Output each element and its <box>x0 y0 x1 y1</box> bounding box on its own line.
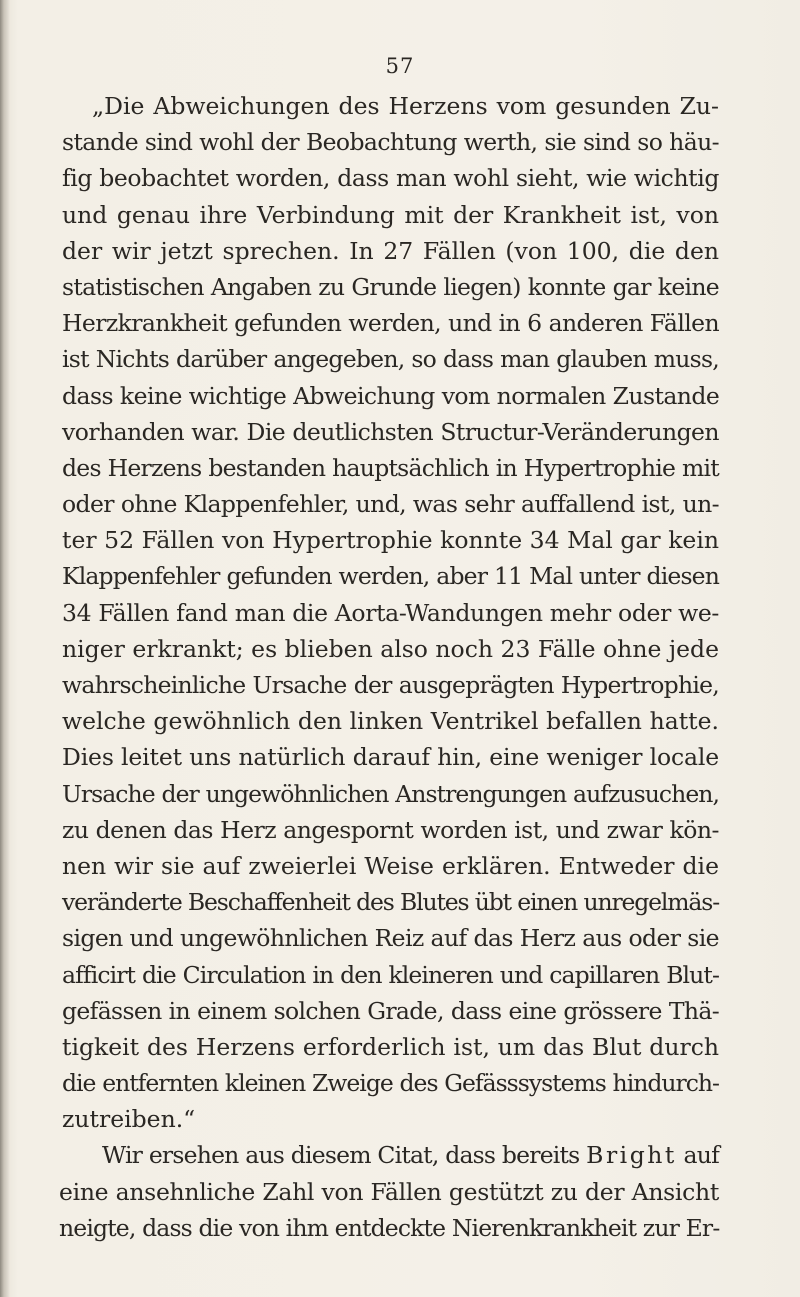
text-line: Dies leitet uns natürlich darauf hin, eine weniger locale <box>62 743 719 772</box>
text-line: vorhanden war. Die deutlichsten Structur-Veränderungen <box>62 417 719 446</box>
text-line: Ursache der ungewöhnlichen Anstrengungen aufzusuchen, <box>62 779 719 808</box>
text-line: wahrscheinliche Ursache der ausgeprägten Hypertrophie, <box>62 671 719 699</box>
text-line: tigkeit des Herzens erforderlich ist, um das Blut durch <box>62 1032 719 1061</box>
body-text <box>59 88 720 1246</box>
text-line: oder ohne Klappenfehler, und, was sehr auffallend ist, un- <box>62 490 719 519</box>
binding-gutter <box>0 0 10 1297</box>
text-line: gefässen in einem solchen Grade, dass eine grössere Thä- <box>62 996 719 1025</box>
text-line: 34 Fällen fand man die Aorta-Wandungen mehr oder we- <box>62 598 720 627</box>
text-line: dass keine wichtige Abweichung vom normalen Zustande <box>62 381 720 410</box>
text-line: zu denen das Herz angespornt worden ist, und zwar kön- <box>62 815 719 844</box>
paragraph-text: Wir ersehen aus diesem Citat, dass bereits <box>102 1141 587 1170</box>
text-line: die entfernten kleinen Zweige des Gefässsystems hindurch- <box>62 1069 719 1098</box>
text-line: ist Nichts darüber angegeben, so dass man glauben muss, <box>62 345 719 374</box>
text-line: welche gewöhnlich den linken Ventrikel befallen hatte. <box>62 707 719 736</box>
text-line: ter 52 Fällen von Hypertrophie konnte 34 Mal gar kein <box>62 526 719 555</box>
paragraph-text: auf <box>676 1141 719 1170</box>
paragraph-line: eine ansehnliche Zahl von Fällen gestützt zu der Ansicht <box>59 1177 719 1206</box>
text-line: zutreiben.“ <box>62 1105 196 1134</box>
text-line: veränderte Beschaffenheit des Blutes übt einen unregelmäs- <box>62 888 719 917</box>
text-line: stande sind wohl der Beobachtung werth, sie sind so häu- <box>62 128 719 157</box>
paragraph-line <box>62 1137 719 1173</box>
text-line: der wir jetzt sprechen. In 27 Fällen (von 100, die den <box>62 236 719 265</box>
text-line: Klappenfehler gefunden werden, aber 11 Mal unter diesen <box>62 562 719 591</box>
paragraph-line: neigte, dass die von ihm entdeckte Nierenkrankheit zur Er- <box>59 1213 720 1242</box>
text-line: Herzkrankheit gefunden werden, und in 6 anderen Fällen <box>62 309 719 338</box>
text-line: fig beobachtet worden, dass man wohl sieht, wie wichtig <box>62 164 719 193</box>
text-line: des Herzens bestanden hauptsächlich in Hypertrophie mit <box>62 453 719 482</box>
text-line: nen wir sie auf zweierlei Weise erklären. Entweder die <box>62 851 719 880</box>
page-number: 57 <box>385 54 415 78</box>
text-line: sigen und ungewöhnlichen Reiz auf das Herz aus oder sie <box>62 924 719 953</box>
text-line: niger erkrankt; es blieben also noch 23 Fälle ohne jede <box>62 634 719 663</box>
author-name: Bright <box>586 1141 677 1170</box>
text-line: afficirt die Circulation in den kleineren und capillaren Blut- <box>62 960 719 989</box>
text-line: „Die Abweichungen des Herzens vom gesunden Zu- <box>92 92 719 120</box>
text-line: statistischen Angaben zu Grunde liegen) konnte gar keine <box>62 272 719 301</box>
text-line: und genau ihre Verbindung mit der Krankheit ist, von <box>62 200 719 229</box>
